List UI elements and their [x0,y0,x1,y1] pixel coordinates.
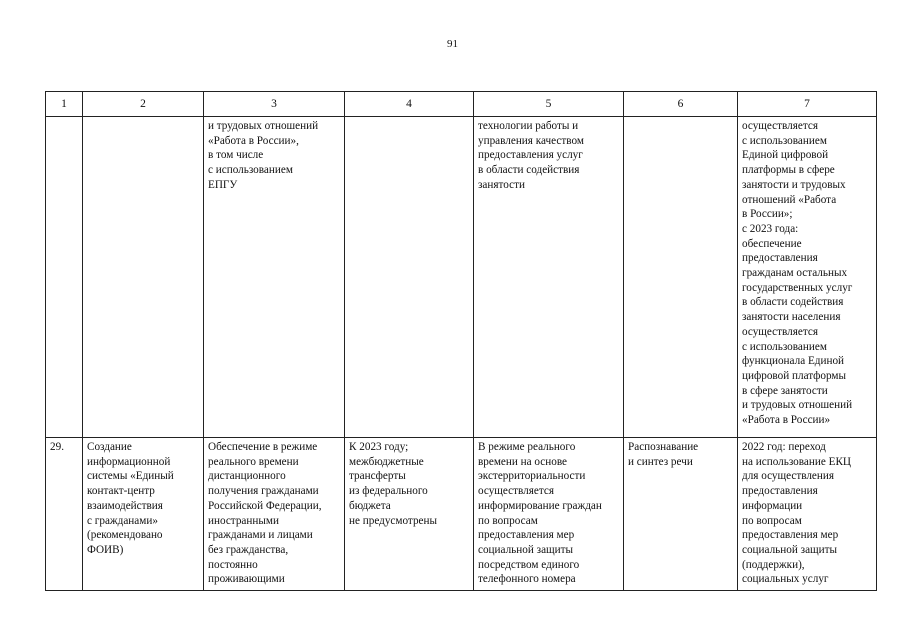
column-header: 7 [738,92,877,117]
table-cell [83,117,204,438]
header-row [46,92,877,117]
row-number-cell: 29. [46,438,83,591]
table-cell: Создание информационной системы «Единый контакт-центр взаимодействия с гражданами» (рекомендовано ФОИВ) [83,438,204,591]
document-table [45,91,877,591]
table-cell: В режиме реального времени на основе экстерриториальности осуществляется информирование граждан по вопросам предоставления мер социальной защиты посредством единого телефонного номера [474,438,624,591]
table-cell [345,117,474,438]
column-header: 4 [345,92,474,117]
page-number: 91 [447,38,458,50]
table-cell: 2022 год: переход на использование ЕКЦ для осуществления предоставления информации по вопросам предоставления мер социальной защиты (поддержки), социальных услуг [738,438,877,591]
table-cell [46,117,83,438]
column-header: 2 [83,92,204,117]
table-cell: Распознавание и синтез речи [624,438,738,591]
column-header: 6 [624,92,738,117]
table-cell [624,117,738,438]
table-cell: осуществляется с использованием Единой цифровой платформы в сфере занятости и трудовых отношений «Работа в России»; с 2023 года: обеспечение предоставления гражданам остальных государственных услуг в области содействия занятости населения осуществляется с использованием функционала Единой цифровой платформы в сфере занятости и трудовых отношений «Работа в России» [738,117,877,438]
column-header: 1 [46,92,83,117]
table-cell: Обеспечение в режиме реального времени дистанционного получения гражданами Российской Федерации, иностранными гражданами и лицами без гражданства, постоянно проживающими [204,438,345,591]
table-cell: и трудовых отношений «Работа в России», в том числе с использованием ЕПГУ [204,117,345,438]
table-row [46,117,877,438]
table-cell: К 2023 году; межбюджетные трансферты из федерального бюджета не предусмотрены [345,438,474,591]
column-header: 5 [474,92,624,117]
table-row [46,438,877,591]
column-header: 3 [204,92,345,117]
table-cell: технологии работы и управления качеством предоставления услуг в области содействия занятости [474,117,624,438]
